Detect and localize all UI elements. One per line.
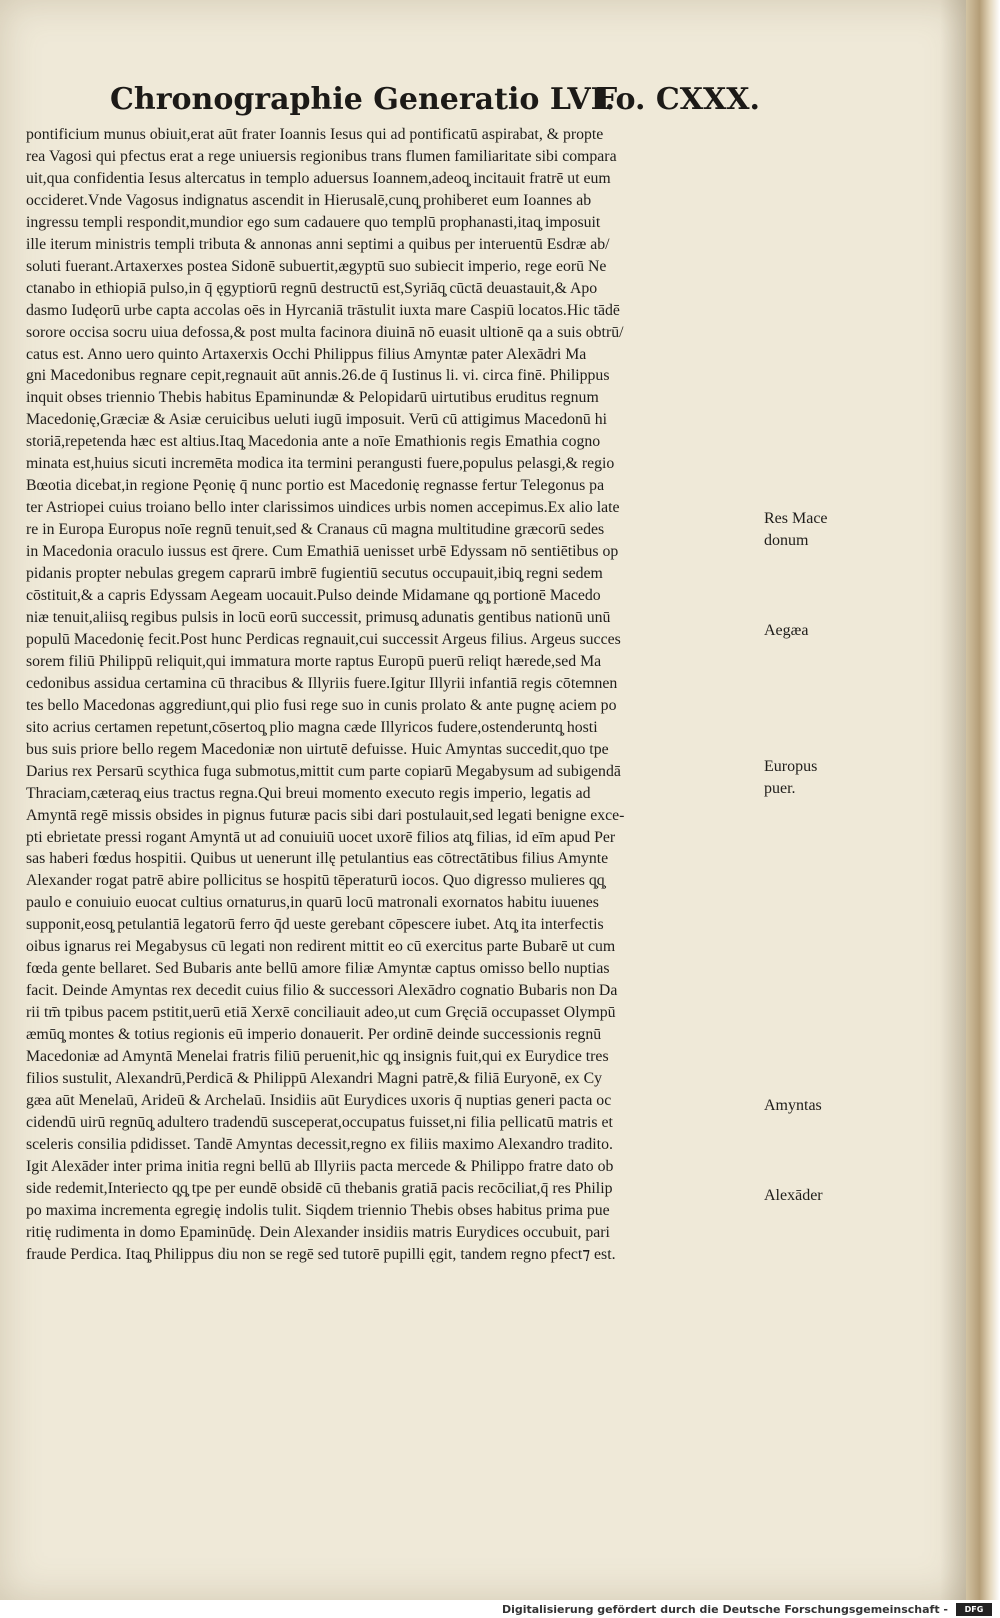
text-line: soluti fuerant.Artaxerxes postea Sidonē subuertit,ægyptū suo subiecit imperio, rege eorū Ne	[26, 257, 607, 275]
text-line: minata est,huius sicuti incremēta modica ita termini perangusti fuere,populus pelasgi,& regio	[26, 455, 615, 473]
marginal-note-donum: donum	[764, 532, 809, 549]
text-line: ritię rudimenta in domo Epaminūdę. Dein Alexander insidiis matris Eurydices occubuit, pari	[26, 1223, 610, 1241]
text-line: ille iterum ministris templi tributa & annonas anni septimi a quibus per interuentū Esdræ ab/	[26, 235, 610, 253]
text-line: storiā,repetenda hæc est altius.Itaq̧ Macedonia ante a noīe Emathionis regis Emathia cogno	[26, 433, 601, 451]
text-line: æmūq̧ montes & totius regionis eū imperio donauerit. Per ordinē deinde successionis regnū	[26, 1026, 602, 1044]
text-line: supponit,eosq̧ petulantiā legatorū ferro q̄d ueste gerebant cōpescere iubet. Atq̧ ita interfectis	[26, 916, 604, 934]
folio-number: Fo. CXXX.	[595, 82, 760, 117]
marginal-note-aegaea: Aegæa	[764, 622, 809, 639]
text-line: facit. Deinde Amyntas rex decedit cuius filio & successori Alexādro cognatio Bubaris non Da	[26, 982, 618, 1000]
text-line: Darius rex Persarū scythica fuga submotus,mittit cum parte copiarū Megabysum ad subigendā	[26, 762, 621, 780]
text-line: pti ebrietate pressi rogant Amyntā ut ad conuiuiū uocet uxorē filios atq̧ filias, id eīm apud Per	[26, 828, 616, 846]
text-line: paulo e conuiuio euocat cultius ornaturus,in quarū locū matronali exornatos habitu iuuenes	[26, 894, 599, 912]
text-line: inquit obses triennio Thebis habitus Epaminundæ & Pelopidarū uirtutibus eruditus regnum	[26, 389, 599, 407]
main-text-block	[26, 124, 761, 1266]
text-line: side redemit,Interiecto q̧q̧ tpe per eundē obsidē cū thebanis gratiā pacis recōciliat,q̄ res Philip	[26, 1179, 613, 1197]
digitization-credit: Digitalisierung gefördert durch die Deutsche Forschungsgemeinschaft -	[501, 1603, 948, 1616]
marginal-note-puer: puer.	[764, 780, 796, 797]
text-line: cedonibus assidua certamina cū thracibus & Illyriis fuere.Igitur Illyrii infantiā regis cōtemnen	[26, 674, 618, 692]
text-line: po maxima incrementa egregię indolis tulit. Siqdem triennio Thebis obses habitus prima pue	[26, 1201, 610, 1219]
book-edge	[966, 0, 1000, 1600]
marginal-note-alexander: Alexāder	[764, 1187, 823, 1204]
header-title: Chronographie Generatio LVI.	[110, 82, 616, 117]
page-gutter-shadow	[940, 0, 966, 1600]
text-line: gæa aūt Menelaū, Arideū & Archelaū. Insidiis aūt Eurydices uxoris q̄ nuptias generi pacta oc	[26, 1091, 612, 1109]
running-header	[110, 82, 760, 122]
marginal-note-res-mace: Res Mace	[764, 510, 828, 527]
text-line: ctanabo in ethiopiā pulso,in q̄ ęgyptiorū regnū destructū est,Syriāq̧ cūctā deuastauit,& Apo	[26, 279, 598, 297]
text-line: occideret.Vnde Vagosus indignatus ascendit in Hierusalē,cunq̧ prohiberet eum Ioannes ab	[26, 191, 592, 209]
text-line: oibus ignarus rei Megabysus cū legati non redirent mittit eo cū exercitus parte Bubarē ut cum	[26, 938, 616, 956]
text-line: re in Europa Europus noīe regnū tenuit,sed & Cranaus cū magna multitudine græcorū sedes	[26, 521, 605, 539]
text-line: filios sustulit, Alexandrū,Perdicā & Philippū Alexandri Magni patrē,& filiā Euryonē, ex Cy	[26, 1069, 603, 1087]
text-line: rea Vagosi qui pfectus erat a rege uniuersis regionibus trans flumen familiaritate sibi compara	[26, 147, 617, 165]
text-line: rii tm̄ tpibus pacem pstitit,uerū etiā Xerxē conciliauit adeo,ut cum Gręciā occupasset Olympū	[26, 1004, 616, 1022]
marginal-note-amyntas: Amyntas	[764, 1097, 822, 1114]
text-line: bus suis priore bello regem Macedoniæ non uirtutē defuisse. Huic Amyntas succedit,quo tpe	[26, 740, 609, 758]
text-line: ingressu templi respondit,mundior ego sum cadauere quo templū prophanasti,itaq̧ imposuit	[26, 213, 601, 231]
text-line: pidanis propter nebulas gregem caprarū imbrē fugientiū secutus occupauit,ibiq̧ regni sedem	[26, 565, 603, 583]
text-line: gni Macedonibus regnare cepit,regnauit aūt annis.26.de q̄ Iustinus li. vi. circa finē. Philippus	[26, 367, 610, 385]
text-line: sas haberi fœdus hospitii. Quibus ut uenerunt illę petulantius eas cōtrectātibus filius Amynte	[26, 850, 609, 868]
text-line: niæ tenuit,aliisq̧ regibus pulsis in locū eorū successit, primusq̧ adunatis gentibus nationū unū	[26, 608, 611, 626]
text-line: in Macedonia oraculo iussus est q̄rere. Cum Emathiā uenisset urbē Edyssam nō sentiētibus op	[26, 543, 619, 561]
text-line: sorore occisa socru uiua defossa,& post multa facinora diuinā nō euasit ultionē qa a suis obtrū/	[26, 323, 624, 341]
text-line: Alexander rogat patrē abire pollicitus se hospitū tēperaturū iocos. Quo digresso mulieres q̧q̧	[26, 872, 605, 890]
text-line: fraude Perdica. Itaq̧ Philippus diu non se regē sed tutorē pupilli ęgit, tandem regno pfect⁊ est.	[26, 1245, 616, 1263]
text-line: populū Macedonię fecit.Post hunc Perdicas regnauit,cui successit Argeus filius. Argeus succes	[26, 630, 621, 648]
text-line: catus est. Anno uero quinto Artaxerxis Occhi Philippus filius Amyntæ pater Alexādri Ma	[26, 345, 587, 363]
text-line: ter Astriopei cuius troiano bello inter clarissimos uindices urbis nomen accepimus.Ex alio late	[26, 499, 620, 517]
text-line: cidendū uirū regnūq̧ adultero tradendū susceperat,occupatus fuisset,ni filia pellicatū matris et	[26, 1113, 613, 1131]
dfg-logo: DFG	[956, 1603, 992, 1616]
text-line: fœda gente bellaret. Sed Bubaris ante bellū amore filiæ Amyntæ captus omisso bello nuptias	[26, 960, 610, 978]
text-line: Macedoniæ ad Amyntā Menelai fratris filiū peruenit,hic q̧q̧ insignis fuit,qui ex Eurydice tres	[26, 1048, 609, 1066]
text-line: Amyntā regē missis obsides in pignus futuræ pacis sibi dari postulauit,sed legati benigne exce-	[26, 806, 625, 824]
text-line: Bœotia dicebat,in regione Pęonię q̄ nunc portio est Macedonię regnasse fertur Telegonus pa	[26, 477, 605, 495]
text-line: tes bello Macedonas aggrediunt,qui plio fusi rege suo in cunis prolato & ante pugnę aciem po	[26, 696, 617, 714]
text-line: sito acrius certamen repetunt,cōsertoq̧ plio magna cæde Illyricos fudere,ostenderuntq̧ hosti	[26, 718, 598, 736]
text-line: cōstituit,& a capris Edyssam Aegeam uocauit.Pulso deinde Midamane q̧q̧ portionē Macedo	[26, 587, 601, 605]
text-line: sorem filiū Philippū reliquit,qui immatura morte raptus Europū puerū reliqt hærede,sed Ma	[26, 652, 602, 670]
text-line: pontificium munus obiuit,erat aūt frater Ioannis Iesus qui ad pontificatū aspirabat, & propte	[26, 126, 604, 143]
text-line: dasmo Iudęorū urbe capta accolas oēs in Hyrcaniā trāstulit iuxta mare Caspiū locatos.Hic tādē	[26, 301, 620, 319]
text-line: sceleris consilia pdidisset. Tandē Amyntas decessit,regno ex filiis maximo Alexandro tradito.	[26, 1135, 613, 1153]
text-line: Igit Alexāder inter prima initia regni bellū ab Illyriis pacta mercede & Philippo fratre dato ob	[26, 1157, 614, 1175]
text-line: Thraciam,cæteraq̧ eius tractus regna.Qui breui momento executo regis imperio, legatis ad	[26, 784, 591, 802]
text-line: uit,qua confidentia Iesus altercatus in templo aduersus Ioannem,adeoq̧ incitauit fratrē ut eum	[26, 169, 611, 187]
text-line: Macedonię,Græciæ & Asiæ ceruicibus ueluti iugū imposuit. Verū cū attigimus Macedonū hi	[26, 411, 608, 429]
marginal-note-europus: Europus	[764, 758, 818, 775]
